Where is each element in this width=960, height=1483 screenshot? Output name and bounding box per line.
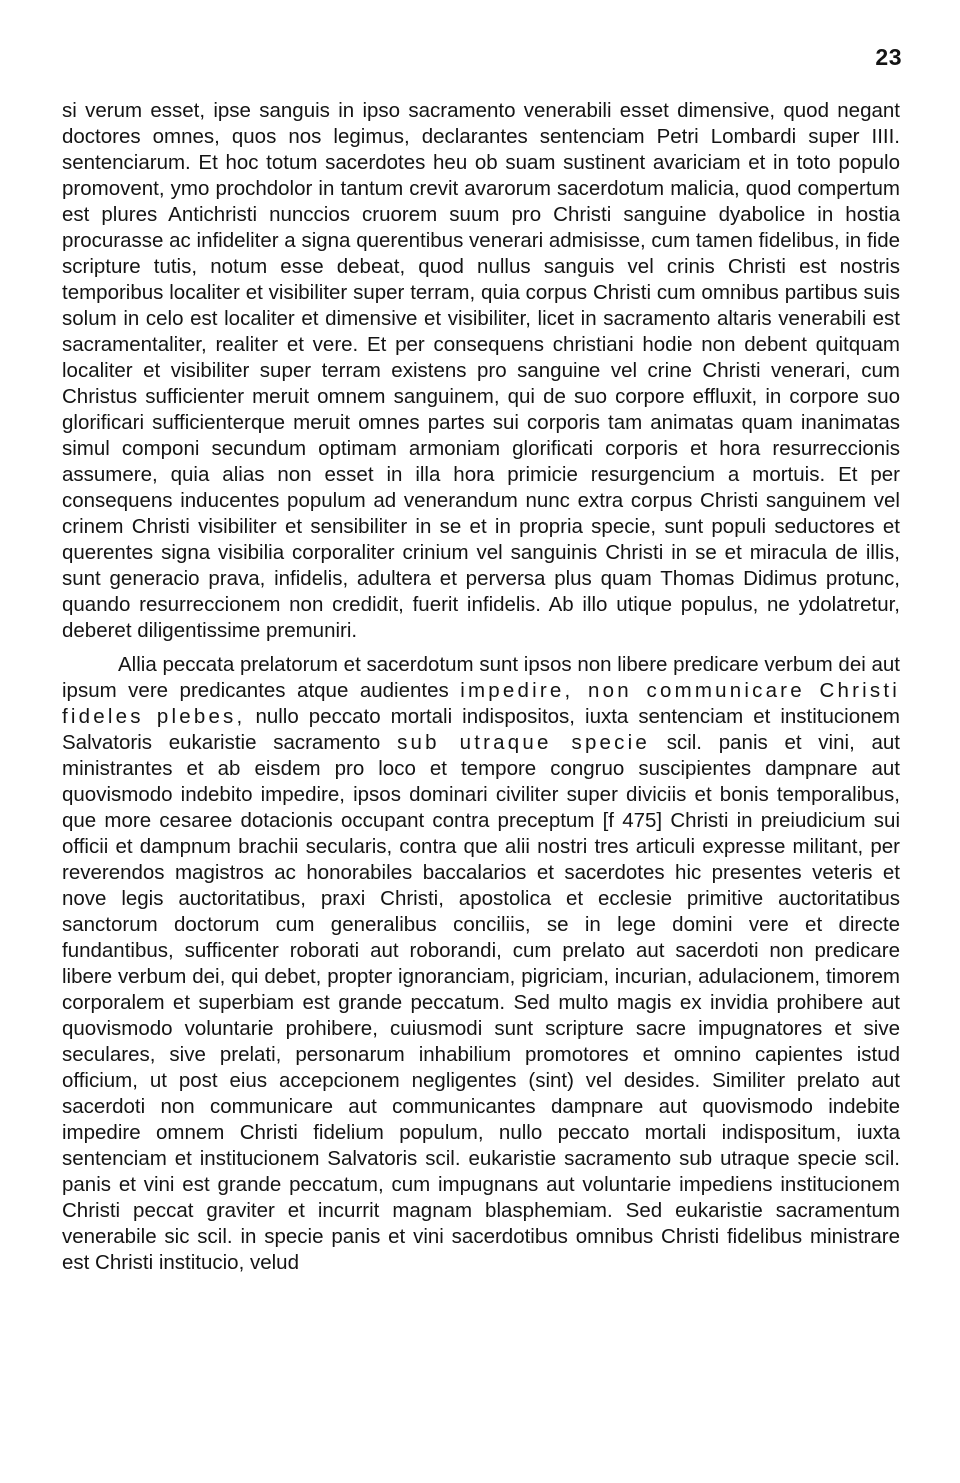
page-number: 23 — [875, 44, 902, 70]
body-text — [62, 98, 900, 1276]
paragraph: si verum esset, ipse sanguis in ipso sacramento venerabili esset dimensive, quod negant doctores omnes, quos nos legimus, declarantes sentenciam Petri Lombardi super IIII. sentenciarum. Et hoc totum sacerdotes heu ob suam sustinent avariciam et in toto populo promovent, ymo prochdolor in tantum crevit avarorum sacerdotum malicia, quod compertum est plures Antichristi nunccios cruorem suum pro Christi sanguine dyabolice in hostia procurasse ac infideliter a signa querentibus venerari admisisse, cum tamen fidelibus, in fide scripture tutis, notum esse debeat, quod nullus sanguis vel crinis Christi est nostris temporibus localiter et visibiliter super terram, quia corpus Christi cum omnibus partibus suis solum in celo est localiter et dimensive et visibiliter, licet in sacramento altaris venerabili est sacramentaliter, realiter et vere. Et per consequens christiani hodie non debent quitquam localiter et visibiliter super terram existens pro sanguine vel crine Christi venerari, cum Christus sufficienter meruit omnem sanguinem, qui de suo corpore effluxit, in corpore suo glorificari sufficienterque meruit omnes partes sui corporis tam animatas quam inanimatas simul componi secundum optimam armoniam glorificati corporis et hora resurreccionis assumere, quia alias non esset in illa hora primicie resurgencium a mortuis. Et per consequens inducentes populum ad venerandum nunc extra corpus Christi sanguinem vel crinem Christi visibiliter et sensibiliter in se et in propria specie, sunt populi seductores et querentes signa visibilia corporaliter crinium vel sanguinis Christi in se et miracula de illis, sunt generacio prava, infidelis, adultera et perversa plus quam Thomas Didimus protunc, quando resurreccionem non credidit, fuerit infidelis. Ab illo utique populus, ne ydolatretur, deberet diligentissime premuniri. — [62, 99, 900, 642]
text-run: scil. panis et vini, aut ministrantes et ab eisdem pro loco et tempore congruo suscipientes dampnare aut quovismodo indebito impedire, ipsos dominari civiliter super diviciis et bonis temporalibus, que more cesaree dotacionis occupant contra preceptum [f 475] Christi in preiudicium sui officii et dampnum brachii secularis, contra que alii nostri tres articuli expresse militant, per reverendos magistros ac honorabiles baccalarios et sacerdotes hic presentes veteris et nove legis auctoritatibus, praxi Christi, apostolica et ecclesie primitive auctoritatibus sanctorum doctorum cum generalibus conciliis, se in lege domini vere et directe fundantibus, sufficenter roborati aut roborandi, cum prelato aut sacerdoti non predicare libere verbum dei, qui debet, propter ignoranciam, pigriciam, incurian, adulacionem, timorem corporalem et superbiam est grande peccatum. Sed multo magis ex invidia prohibere aut quovismodo voluntarie prohibere, cuiusmodi sunt scripture sacre impugnatores et sive seculares, sive prelati, personarum inhabilium promotores et omnino capientes istud officium, ut post eius accepcionem negligentes (sint) vel desides. Similiter prelato aut sacerdoti non communicare aut communicantes dampnare aut quovismodo indebite impedire omnem Christi fidelium populum, nullo peccato mortali indispositum, iuxta sentenciam et institucionem Salvatoris scil. eukaristie sacramento sub utraque specie scil. panis et vini est grande peccatum, cum impugnans aut voluntarie impediens institucionem Christi peccat graviter et incurrit magnam blasphemiam. Sed eukaristie sacramentum venerabile sic scil. in specie panis et vini sacerdotibus omnibus Christi fidelibus ministrare est Christi institucio, velud — [62, 731, 900, 1274]
text-run: nullo peccato mortali indispositos, iuxta sentenciam et institucionem Salvatoris eukaristie sacramento — [62, 705, 900, 754]
emphasized-text: impedire, non communicare Christi fideles plebes, — [62, 679, 900, 728]
emphasized-text: sub utraque specie — [397, 731, 650, 754]
paragraph — [62, 652, 900, 1276]
text-run: Allia peccata prelatorum et sacerdotum sunt ipsos non libere predicare verbum dei aut ipsum vere predicantes atque audientes — [62, 653, 900, 702]
